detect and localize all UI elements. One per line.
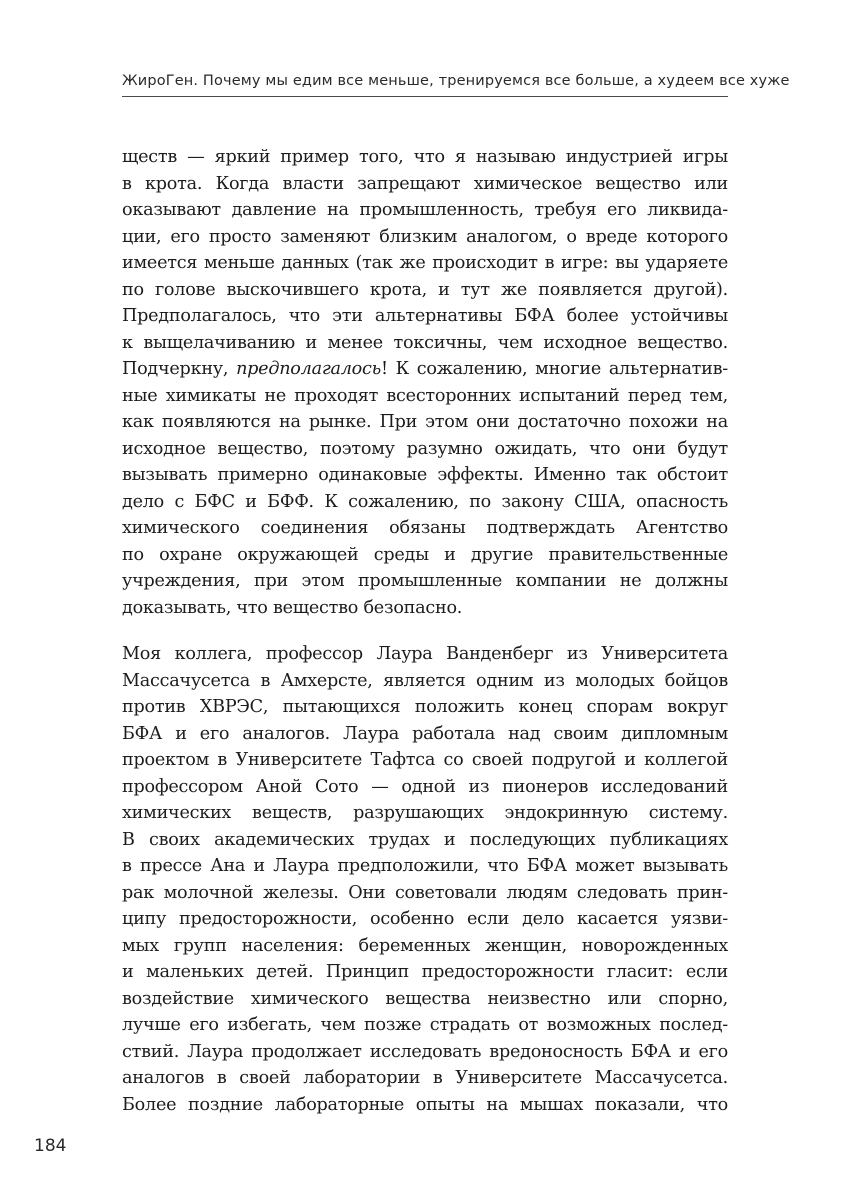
text-line: в крота. Когда власти запрещают химическое вещество или <box>122 173 728 194</box>
page-number: 184 <box>34 1136 67 1156</box>
text-line: мых групп населения: беременных женщин, новорожденных <box>122 935 728 956</box>
text-line: ствий. Лаура продолжает исследовать вредоносность БФА и его <box>122 1041 728 1062</box>
text-line: Массачусетса в Амхерсте, является одним из молодых бойцов <box>122 670 728 691</box>
text-line: ции, его просто заменяют близким аналогом, о вреде которого <box>122 226 728 247</box>
text-line: и маленьких детей. Принцип предосторожности гласит: если <box>122 962 728 982</box>
text-line: против ХВРЭС, пытающихся положить конец спорам вокруг <box>122 697 728 717</box>
text-line: воздействие химического вещества неизвестно или спорно, <box>122 988 728 1009</box>
text-line-with-emphasis <box>122 356 728 383</box>
text-line: дело с БФС и БФФ. К сожалению, по закону США, опасность <box>122 491 728 512</box>
text-line: к выщелачиванию и менее токсичны, чем исходное вещество. <box>122 332 728 353</box>
text-line: лучше его избегать, чем позже страдать от возможных послед- <box>122 1015 728 1035</box>
paragraph-1 <box>122 144 728 621</box>
text-line: химических веществ, разрушающих эндокринную систему. <box>122 803 728 823</box>
text-line: ные химикаты не проходят всесторонних испытаний перед тем, <box>122 385 728 406</box>
running-header <box>122 70 790 97</box>
text-line: учреждения, при этом промышленные компании не должны <box>122 571 728 591</box>
page-body <box>122 144 728 1118</box>
text-line: ществ — яркий пример того, что я называю индустрией игры <box>122 147 728 167</box>
text-line: проектом в Университете Тафтса со своей подругой и коллегой <box>122 750 728 770</box>
text-line: исходное вещество, поэтому разумно ожидать, что они будут <box>122 438 728 459</box>
text-line: Более поздние лабораторные опыты на мышах показали, что <box>122 1094 728 1115</box>
text-line: в прессе Ана и Лаура предположили, что БФА может вызывать <box>122 856 728 876</box>
text-line: вызывать примерно одинаковые эффекты. Именно так обстоит <box>122 465 728 485</box>
text-segment: ! К сожалению, многие альтернатив- <box>380 359 728 379</box>
text-line: доказывать, что вещество безопасно. <box>122 597 463 618</box>
text-line: Моя коллега, профессор Лаура Ванденберг из Университета <box>122 644 728 664</box>
emphasized-word: предполагалось <box>236 359 381 379</box>
text-line: профессором Аной Сото — одной из пионеров исследований <box>122 776 728 797</box>
text-line: БФА и его аналогов. Лаура работала над своим дипломным <box>122 723 728 744</box>
text-segment: Подчеркну, <box>122 359 237 379</box>
text-line: аналогов в своей лаборатории в Университете Массачусетса. <box>122 1068 728 1088</box>
text-line: Предполагалось, что эти альтернативы БФА более устойчивы <box>122 306 728 326</box>
text-line: как появляются на рынке. При этом они достаточно похожи на <box>122 412 728 432</box>
text-line: имеется меньше данных (так же происходит в игре: вы ударяете <box>122 253 728 273</box>
text-line: химического соединения обязаны подтверждать Агентство <box>122 518 728 538</box>
text-line: В своих академических трудах и последующих публикациях <box>122 829 728 850</box>
text-line: рак молочной железы. Они советовали людям следовать прин- <box>122 882 728 903</box>
running-title: ЖироГен. Почему мы едим все меньше, тренируемся все больше, а худеем все хуже <box>122 73 790 89</box>
text-line: по голове выскочившего крота, и тут же появляется другой). <box>122 279 728 300</box>
text-line: оказывают давление на промышленность, требуя его ликвида- <box>122 200 728 220</box>
text-line: ципу предосторожности, особенно если дело касается уязви- <box>122 909 728 929</box>
paragraph-2 <box>122 641 728 1118</box>
text-line: по охране окружающей среды и другие правительственные <box>122 544 728 565</box>
